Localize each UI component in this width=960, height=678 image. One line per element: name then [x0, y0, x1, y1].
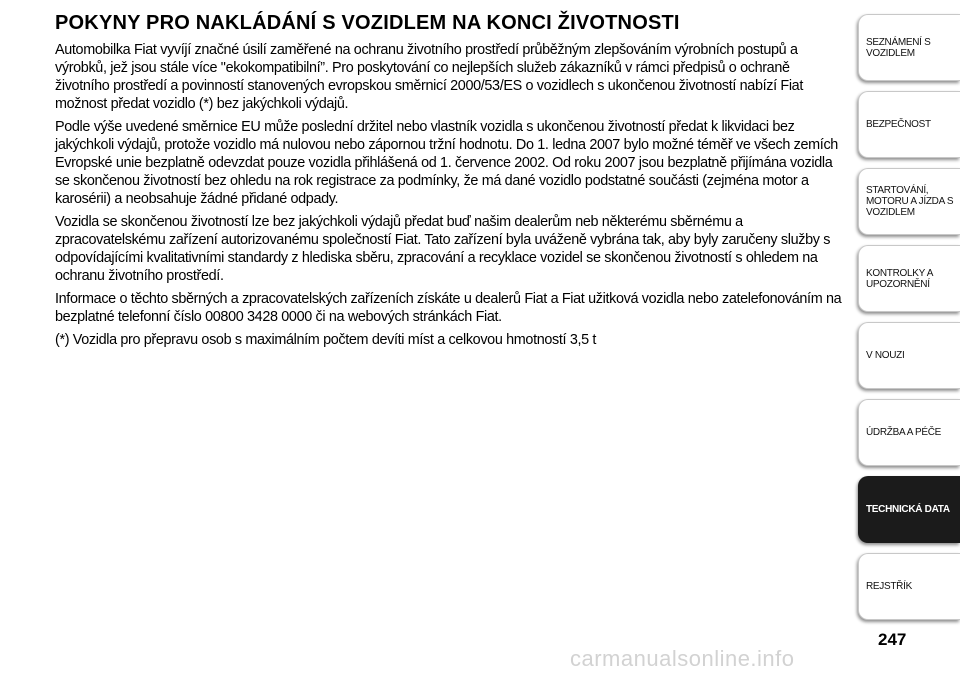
tab-label: REJSTŘÍK — [866, 581, 912, 592]
tab-label: BEZPEČNOST — [866, 119, 931, 130]
paragraph-dealers: Vozidla se skončenou životností lze bez jakýchkoli výdajů předat buď našim dealerům neb některému sběrnému a zpracovatelskému zařízení autorizovanému společností Fiat. Tato zařízení byla uváženě vybrána tak, aby byly zaručeny služby s odpovídajícími kvalitativními standardy z hlediska sběru, zpracování a recyklace vozidel se skončenou životností s ohledem na ochranu životního prostředí. — [55, 214, 831, 284]
paragraph-footnote: (*) Vozidla pro přepravu osob s maximálním počtem devíti míst a celkovou hmotností 3,5 t — [55, 332, 597, 348]
tab-bezpecnost[interactable] — [858, 91, 960, 158]
paragraph-intro: Automobilka Fiat vyvíjí značné úsilí zaměřené na ochranu životního prostředí průběžným zlepšováním výrobních postupů a výrobků, jež jsou stále více "ekokompatibilní”. Pro poskytování co nejlepších služeb zákazníků v rámci předpisů o ochraně životního prostředí a povinností stanovených evropskou směrnicí 2000/53/ES o vozidlech s ukončenou životností nabízí Fiat možnost předat vozidlo (*) bez jakýchkoli výdajů. — [55, 42, 803, 112]
tab-v-nouzi[interactable] — [858, 322, 960, 389]
watermark-text: carmanualsonline.info — [570, 646, 795, 671]
tab-label: KONTROLKY A UPOZORNĚNÍ — [866, 267, 933, 290]
section-tabs — [858, 14, 960, 630]
tab-technicka-data[interactable] — [858, 476, 960, 543]
tab-rejstrik[interactable] — [858, 553, 960, 620]
tab-label: TECHNICKÁ DATA — [866, 504, 950, 515]
page-number: 247 — [878, 630, 907, 649]
paragraph-information: Informace o těchto sběrných a zpracovatelských zařízeních získáte u dealerů Fiat a Fiat užitková vozidla nebo zatelefonováním na bezplatné telefonní číslo 00800 3428 0000 či na webových stránkách Fiat. — [55, 291, 842, 325]
tab-label: SEZNÁMENÍ S VOZIDLEM — [866, 36, 931, 59]
tab-startovani-motoru[interactable] — [858, 168, 960, 235]
tab-label: V NOUZI — [866, 350, 905, 361]
paragraph-eu-directive: Podle výše uvedené směrnice EU může poslední držitel nebo vlastník vozidla s ukončenou životností předat k likvidaci bez jakýchkoli výdajů, protože vozidlo má nulovou nebo zápornou tržní hodnotu. Do 1. ledna 2007 bylo možné téměř ve všech zemích Evropské unie bezplatně odevzdat pouze vozidla přihlášená od 1. července 2002. Od roku 2007 jsou bezplatně přijímána vozidla se skončenou životností bez ohledu na rok registrace za podmínky, že má dané vozidlo podstatné součásti (zejména motor a karosérii) a neobsahuje žádné přidané odpady. — [55, 119, 838, 207]
tab-label: ÚDRŽBA A PÉČE — [866, 427, 942, 438]
tab-kontrolky-a-upozorneni[interactable] — [858, 245, 960, 312]
main-content — [55, 12, 843, 354]
tab-udrzba-a-pece[interactable] — [858, 399, 960, 466]
tab-seznameni-s-vozidlem[interactable] — [858, 14, 960, 81]
tab-label: STARTOVÁNÍ, MOTORU A JÍZDA S VOZIDLEM — [866, 185, 954, 218]
page-title: POKYNY PRO NAKLÁDÁNÍ S VOZIDLEM NA KONCI ŽIVOTNOSTI — [55, 12, 680, 34]
